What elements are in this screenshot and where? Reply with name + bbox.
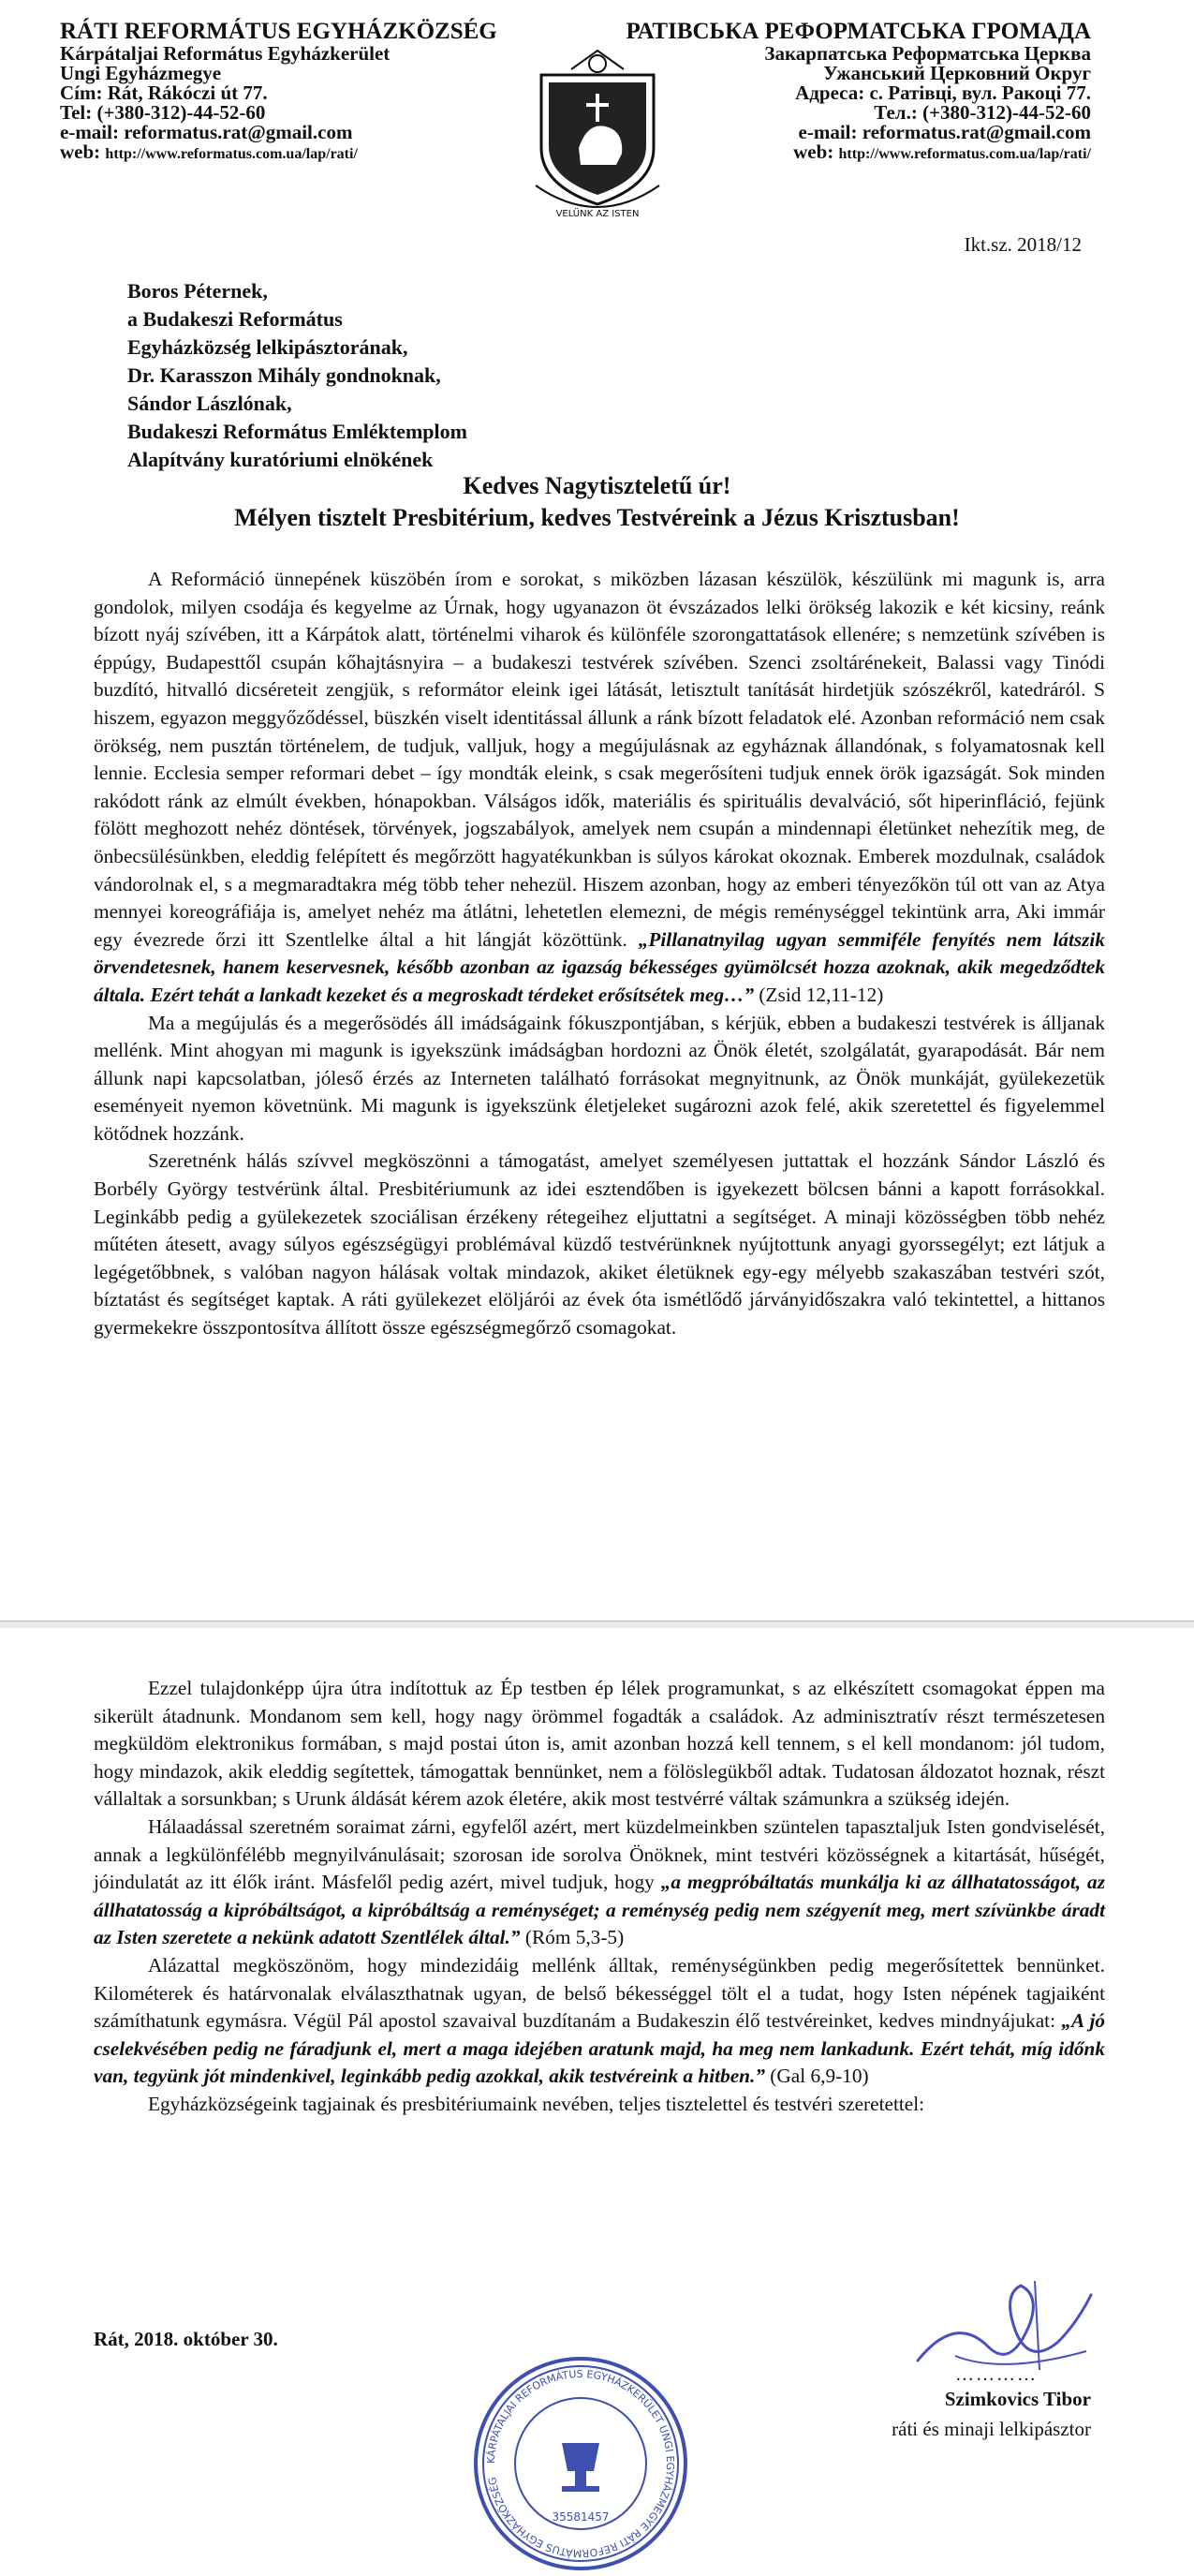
salutation (56, 470, 1138, 534)
addressee-line: Alapítvány kuratóriumi elnökének (127, 448, 434, 471)
scripture-quote: „a megpróbáltatás munkálja ki az állhatatosságot, az állhatatosság a kipróbáltságot, a kipróbáltság a reménységet; a reménység pedig nem szégyenít meg, mert szívünkbe áradt az Isten szeretete a nekünk adatott Szentlélek által.” (94, 1871, 1105, 1949)
body-paragraph: Hálaadással szeretném soraimat zárni, egyfelől azért, mert küzdelmeinkben szüntelen tapasztaljuk Isten gondviselését, annak a legkülönfélébb megnyilvánulásait; szorosan ide sorolva Önöknek, mint testvéri közösségnek a kitartását, hűségét, jóindulatát az itt élők iránt. Másfelől pedig azért, mivel tudjuk, hogy „a megpróbáltatás munkálja ki az állhatatosságot, az állhatatosság a kipróbáltságot, a kipróbáltság a reménységet; a reménység pedig nem szégyenít meg, mert szívünkbe áradt az Isten szeretete a nekünk adatott Szentlélek által.” (Róm 5,3-5) (94, 1814, 1105, 1949)
salutation-line-2: Mélyen tisztelt Presbitérium, kedves Testvéreink a Jézus Krisztusban! (234, 504, 960, 531)
addressee-line: Budakeszi Református Emléktemplom (127, 420, 467, 443)
header-left (60, 19, 497, 164)
addressee-line: Boros Péternek, (127, 279, 268, 303)
signer-role: ráti és minaji lelkipásztor (892, 2418, 1091, 2440)
web-url-ua[interactable]: http://www.reformatus.com.ua/lap/rati/ (838, 146, 1091, 162)
addressee-line: Sándor Lászlónak, (127, 392, 292, 415)
body-paragraph: Ma a megújulás és a megerősödés áll imádságaink fókuszpontjában, s kérjük, ebben a budakeszi testvérek is álljanak mellénk. Mint ahogyan mi magunk is igyekszünk imádságban hordozni az Önök életét, szolgálatát, gyarapodását. Bár nem állunk napi kapcsolatban, jóleső érzés az Interneten található forrásokat megnyitnunk, az Önök munkáját, gyülekezetük eseményeit nyemon követnünk. Mi magunk is igyekszünk életjeleket sugározni azok felé, akik szeretettel és figyelemmel kötődnek hozzánk. (94, 1011, 1105, 1145)
org-name-hu: RÁTI REFORMÁTUS EGYHÁZKÖZSÉG (60, 19, 497, 44)
church-district-hu: Kárpátaljai Református Egyházkerület (60, 42, 391, 65)
web-hu: web: http://www.reformatus.com.ua/lap/rati/ (60, 141, 358, 163)
church-district-ua: Закарпатська Реформатська Церква (764, 42, 1091, 65)
scripture-reference: (Róm 5,3-5) (520, 1926, 625, 1949)
body-paragraph: Ezzel tulajdonképp újra útra indítottuk az Ép testben ép lélek programunkat, s az elkészített csomagokat éppen ma sikerült átadnunk. Mondanom sem kell, hogy nagy örömmel fogadták a családok. Az adminisztratív részt természetesen megküldöm elektronikus formában, s majd postai úton is, amit azonban hozzá kell tennem, s el kell mondanom: jól tudom, hogy mindazok, akik eleddig segítettek, támogattak bennünket, nem a fölöslegükből adtak. Tudatosan áldozatot hoznak, részt vállaltak a sorsunkban; s Urunk áldását kérem azok életére, akik most testvérré váltak számunkra a szükség idején. (94, 1677, 1105, 1811)
web-ua: web: http://www.reformatus.com.ua/lap/rati/ (793, 141, 1091, 163)
scripture-reference: (Gal 6,9-10) (764, 2065, 869, 2088)
body-paragraph: Alázattal megköszönöm, hogy mindezidáig mellénk álltak, reménységünkben pedig megerősítettek bennünket. Kilométerek és határvonalak elválaszthatnak ugyan, de belső békességgel tölt el a tudat, hogy Isten népének tagjaiként számíthatunk egymásra. Végül Pál apostol szavaival buzdítanám a Budakeszin élő testvéreinket, kedves mindnyájukat: „A jó cselekvésében pedig ne fáradjunk el, mert a maga idejében aratunk majd, ha meg nem lankadunk. Ezért tehát, míg időnk van, tegyünk jót mindenkivel, leginkább pedig azokkal, akik testvéreink a hitben.” (Gal 6,9-10) (94, 1953, 1106, 2088)
address-hu: Cím: Rát, Rákóczi út 77. (60, 81, 268, 104)
letter-body-page-1 (94, 566, 1105, 1342)
address-ua: Адреса: с. Ратівці, вул. Ракоці 77. (795, 81, 1091, 104)
closing-paragraph: Egyházközségeink tagjainak és presbitériumaink nevében, teljes tisztelettel és testvéri szeretettel: (148, 2092, 925, 2115)
body-paragraph: Szeretnénk hálás szívvel megköszönni a támogatást, amelyet személyesen juttattak el hozzánk Sándor László és Borbély György testvérünk által. Presbitériumunk az idei esztendőben is igyekezett bölcsen bánni a kapott forrásokkal. Leginkább pedig a gyülekezetek szociálisan érzékeny rétegeihez eljuttatni a segítséget. A minaji közösségben több nehéz műtéten átesett, avagy súlyos egészségügyi problémával küzdő testvérünknek nyújtottunk anyagi gyorssegélyt; ezt látjuk a legégetőbbnek, s valóban nagyon hálásak voltak mindazok, akiket életüknek egy-egy mélyebb szakaszában testvéri szót, bíztatást és segítséget kaptak. A ráti gyülekezet elöljárói az évek óta ismétlődő járványidőszakra való tekintettel, a hittanos gyermekekre összpontosítva állított össze egészségmegőrző csomagokat. (94, 1149, 1105, 1340)
reference-number: Ikt.sz. 2018/12 (964, 233, 1082, 256)
letter-body-page-2 (94, 1675, 1105, 2119)
stamp-code: 35581457 (552, 2510, 610, 2524)
addressee-block (127, 277, 467, 474)
date-place: Rát, 2018. október 30. (94, 2328, 278, 2350)
scripture-quote: „A jó cselekvésében pedig ne fáradjunk el, mert a maga idejében aratunk majd, ha meg nem lankadunk. Ezért tehát, míg időnk van, tegyünk jót mindenkivel, leginkább pedig azokkal, akik testvéreink a hitben.” (94, 2009, 1106, 2088)
addressee-line: Dr. Karasszon Mihály gondnoknak, (127, 363, 441, 387)
org-name-ua: РАТІВСЬКА РЕФОРМАТСЬКА ГРОМАДА (626, 19, 1091, 44)
diocese-hu: Ungi Egyházmegye (60, 62, 222, 84)
signer-name: Szimkovics Tibor (944, 2388, 1091, 2410)
signature-line: ………… (955, 2364, 1038, 2385)
crest-motto: VELÜNK AZ ISTEN (555, 209, 640, 219)
email-ua: e-mail: reformatus.rat@gmail.com (798, 121, 1091, 143)
addressee-line: a Budakeszi Református (127, 307, 343, 331)
header-right (626, 19, 1091, 164)
scripture-quote: „Pillanatnyilag ugyan semmiféle fenyítés nem látszik örvendetesnek, hanem keservesnek, később azonban az igazság békességes gyümölcsét hozza azoknak, akik megedződtek általa. Ezért tehát a lankadt kezeket és a megroskadt térdeket erősítsétek meg…” (94, 927, 1106, 1006)
phone-hu: Tel: (+380-312)-44-52-60 (60, 101, 266, 124)
official-stamp-icon (468, 2354, 693, 2574)
scripture-reference: (Zsid 12,11-12) (754, 983, 884, 1006)
handwritten-signature-icon (899, 2258, 1105, 2379)
stamp-ring-text: KÁRPÁTALJAI REFORMÁTUS EGYHÁZKERÜLET UNGI EGYHÁZMEGYE RÁTI REFORMÁTUS EGYHÁZKÖZSÉG (484, 2367, 677, 2560)
email-hu: e-mail: reformatus.rat@gmail.com (60, 121, 353, 143)
phone-ua: Тел.: (+380-312)-44-52-60 (874, 101, 1091, 124)
diocese-ua: Ужанський Церковний Округ (823, 62, 1091, 84)
body-paragraph: A Reformáció ünnepének küszöbén írom e sorokat, s miközben lázasan készülök, készülünk mi magunk is, arra gondolok, milyen csodája és kegyelme az Úrnak, hogy ugyanazon öt évszázados lelki örökség lakozik e két kicsiny, reánk bízott nyáj szívében, itt a Kárpátok alatt, történelmi viharok és különféle szorongattatások ellenére; s nemzetünk szívében is éppúgy, Budapesttől csupán kőhajtásnyira – a budakeszi testvérek szívében. Szenci zsoltárénekeit, Balassi vagy Tinódi buzdító, hitvalló dicséreteit zengjük, s reformátor eleink igei látását, letisztult tanítását hirdetjük szószékről, katedráról. S hiszem, egyazon meggyőződéssel, büszkén viselt identitással állunk a ránk bízott feladatok elé. Azonban reformáció nem csak örökség, nem pusztán történelem, de tudjuk, valljuk, hogy a megújulásnak az egyháznak állandónak, s folyamatosnak kell lennie. Ecclesia semper reformari debet – így mondták eleink, s csak megerősíteni tudjuk ennek örök igazságát. Sok minden rakódott ránk az elmúlt években, hónapokban. Válságos idők, materiális és spirituális devalváció, sőt hiperinfláció, fejünk fölött meghozott nehéz döntések, törvények, jogszabályok, amelyek nem csupán a mindennapi életünket nehezítik meg, de önbecsülésünkben, eleddig felépített és megőrzött hagyatékunkban is súlyos károkat okoznak. Emberek mozdulnak, családok vándorolnak el, s a megmaradtakra még több teher nehezül. Hiszem azonban, hogy az emberi tényezőkön túl ott van az Atya mennyei koreográfiája is, amelyet nehéz ma átlátni, lehetetlen elemezni, de mégis reménységgel tekintünk arra, Aki immár egy évezrede őrzi itt Szentlelke által a hit lángját közöttünk. „Pillanatnyilag ugyan semmiféle fenyítés nem látszik örvendetesnek, hanem keservesnek, később azonban az igazság békességes gyümölcsét hozza azoknak, akik megedződtek általa. Ezért tehát a lankadt kezeket és a megroskadt térdeket erősítsétek meg…” (Zsid 12,11-12) (94, 568, 1106, 1006)
addressee-line: Egyházközség lelkipásztorának, (127, 335, 408, 359)
web-url-hu[interactable]: http://www.reformatus.com.ua/lap/rati/ (105, 146, 358, 162)
salutation-line-1: Kedves Nagytiszteletű úr! (463, 472, 731, 499)
